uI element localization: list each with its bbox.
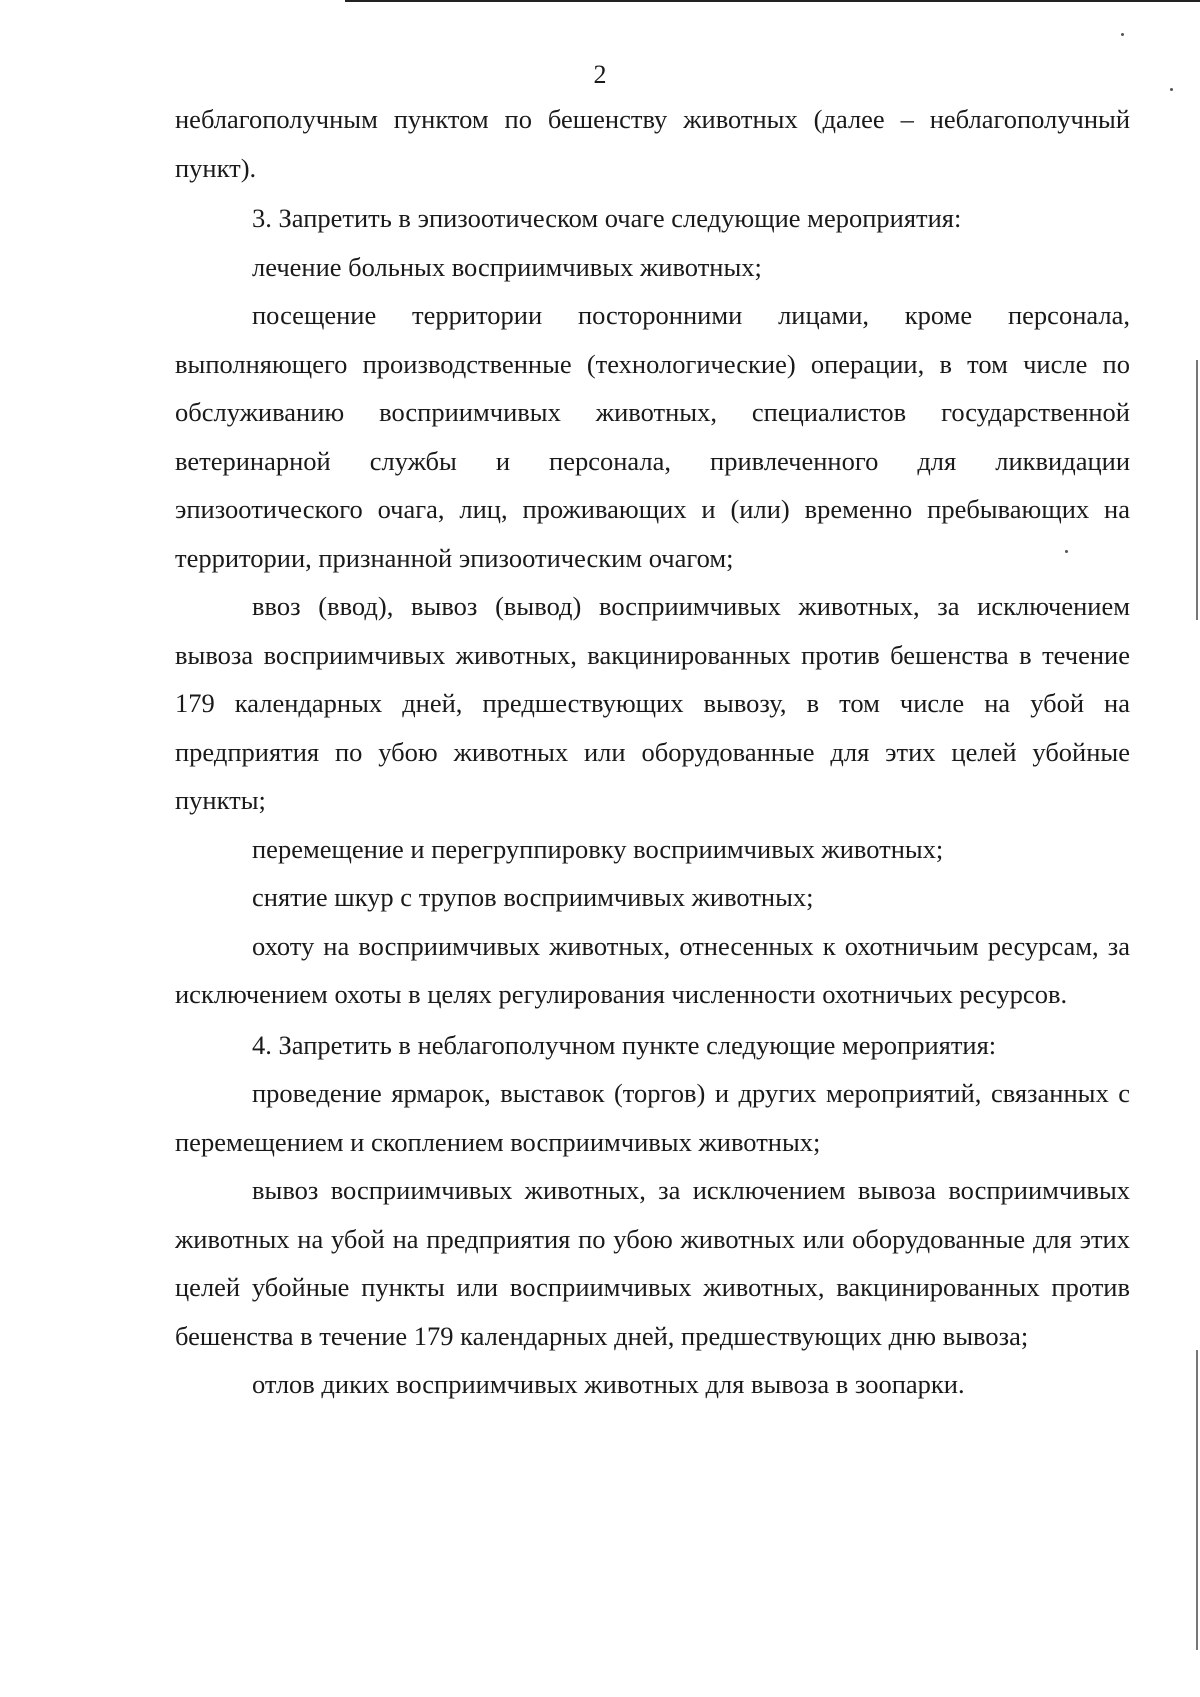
scan-dust-dot — [1065, 550, 1068, 553]
paragraph-hunting: охоту на восприимчивых животных, отнесенных к охотничьим ресурсам, за исключением охоты в целях регулирования численности охотничьих ресурсов. — [175, 930, 1130, 1009]
page-number: 2 — [593, 60, 607, 89]
document-body — [175, 95, 1130, 1409]
paragraph-fairs: проведение ярмарок, выставок (торгов) и других мероприятий, связанных с перемещением и скоплением восприимчивых животных; — [175, 1078, 1130, 1157]
scan-edge-mark — [1196, 1350, 1198, 1650]
scan-edge-mark — [1196, 360, 1198, 620]
paragraph-trapping: отлов диких восприимчивых животных для вывоза в зоопарки. — [252, 1369, 965, 1399]
top-scan-border — [345, 0, 1200, 2]
paragraph-continuation: неблагополучным пунктом по бешенству животных (далее – неблагополучный пункт). — [175, 104, 1130, 183]
paragraph-relocation: перемещение и перегруппировку восприимчивых животных; — [252, 833, 944, 864]
paragraph-treatment: лечение больных восприимчивых животных; — [252, 251, 762, 282]
paragraph-import-export: ввоз (ввод), вывоз (вывод) восприимчивых животных, за исключением вывоза восприимчивых животных, вакцинированных против бешенства в течение 179 календарных дней, предшествующих вывозу, в том числе на убой на предприятия по убою животных или оборудованные для этих целей убойные пункты; — [175, 591, 1130, 815]
scan-dust-dot — [1170, 88, 1173, 91]
paragraph-visits: посещение территории посторонними лицами, кроме персонала, выполняющего производственные (технологические) операции, в том числе по обслуживанию восприимчивых животных, специалистов государственной ветеринарной службы и персонала, привлеченного для ликвидации эпизоотического очага, лиц, проживающих и (или) временно пребывающих на территории, признанной эпизоотическим очагом; — [175, 300, 1130, 573]
paragraph-item-3-heading: 3. Запретить в эпизоотическом очаге следующие мероприятия: — [252, 203, 962, 233]
paragraph-skinning: снятие шкур с трупов восприимчивых животных; — [252, 882, 814, 912]
paragraph-item-4-heading: 4. Запретить в неблагополучном пункте следующие мероприятия: — [252, 1029, 997, 1060]
paragraph-removal: вывоз восприимчивых животных, за исключением вывоза восприимчивых животных на убой на предприятия по убою животных или оборудованные для этих целей убойные пункты или восприимчивых животных, вакцинированных против бешенства в течение 179 календарных дней, предшествующих дню вывоза; — [175, 1175, 1130, 1351]
scan-dust-dot — [1121, 33, 1124, 36]
